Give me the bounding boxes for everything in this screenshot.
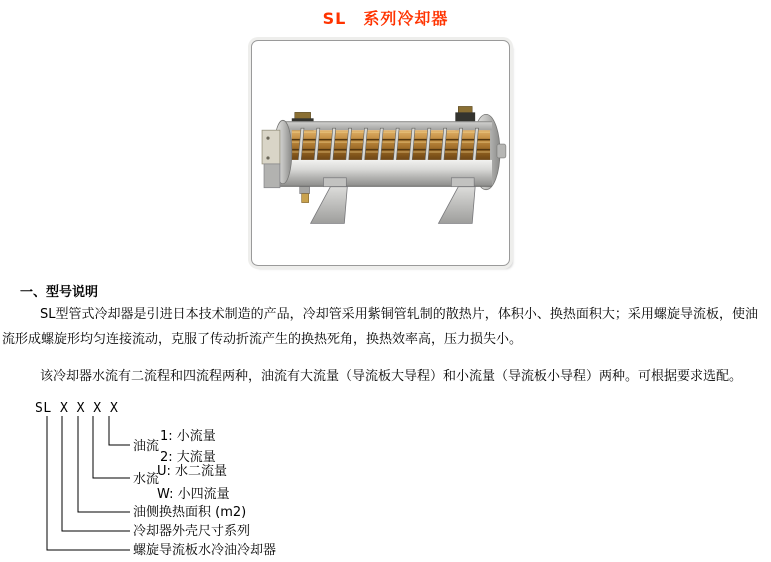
connector-water	[93, 416, 130, 478]
left-end-cap	[262, 120, 292, 187]
intro-paragraph: SL型管式冷却器是引进日本技术制造的产品，冷却管采用紫铜管轧制的散热片，体积小、换热面积大；采用螺旋导流板，使油流形成螺旋形均匀连接流动，克服了传动折流产生的换热死角，换热效率高，压力损失小。	[2, 307, 758, 347]
shell-series-label: 冷却器外壳尺寸系列	[133, 524, 251, 539]
model-code-diagram	[30, 398, 350, 562]
oil-flow-label: 油流	[133, 439, 160, 454]
water-option-four-pass: W: 小四流量	[157, 487, 230, 502]
oil-option-small: 1: 小流量	[160, 429, 216, 444]
oil-option-large: 2: 大流量	[160, 450, 216, 465]
flow-options-paragraph: 该冷却器水流有二流程和四流程两种，油流有大流量（导流板大导程）和小流量（导流板小导程）两种。可根据要求选配。	[40, 369, 743, 384]
connector-oil	[109, 416, 130, 445]
connector-product	[47, 416, 130, 550]
model-code-text: SL X X X X	[35, 401, 119, 416]
page-title: SL 系列冷却器	[322, 9, 449, 28]
water-option-two-pass: U: 水二流量	[157, 464, 228, 479]
connector-area	[78, 416, 130, 512]
connector-shell	[62, 416, 130, 531]
product-type-label: 螺旋导流板水冷油冷却器	[133, 543, 277, 558]
product-photo-frame	[251, 40, 510, 266]
drain-plug	[300, 187, 310, 203]
water-flow-label: 水流	[133, 472, 160, 487]
tube-cooler-photo	[252, 41, 509, 265]
heat-area-label: 油侧换热面积 (m2)	[133, 505, 247, 520]
section-heading-model: 一、型号说明	[20, 285, 99, 300]
